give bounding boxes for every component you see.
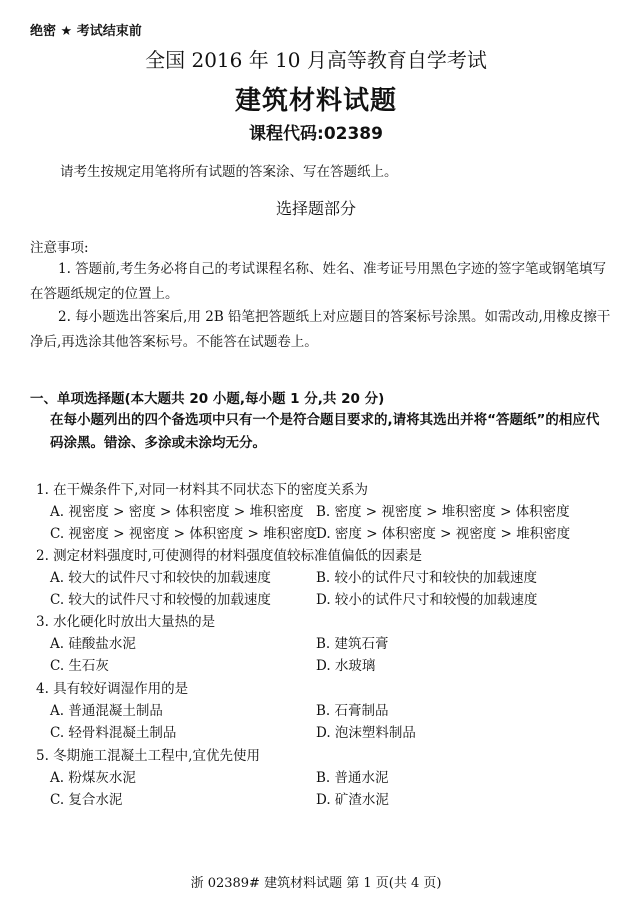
- question-option: C. 轻骨料混凝土制品: [50, 725, 177, 741]
- question-stem: 5. 冬期施工混凝土工程中,宜优先使用: [36, 748, 260, 764]
- question-stem: 4. 具有较好调湿作用的是: [36, 681, 189, 697]
- question-option: B. 密度 > 视密度 > 堆积密度 > 体积密度: [316, 504, 570, 520]
- question-option: D. 矿渣水泥: [316, 792, 389, 808]
- question-option: B. 建筑石膏: [316, 636, 389, 652]
- question-option: A. 普通混凝土制品: [50, 703, 163, 719]
- part-heading: 一、单项选择题(本大题共 20 小题,每小题 1 分,共 20 分): [30, 391, 385, 407]
- question-option: C. 较大的试件尺寸和较慢的加载速度: [50, 592, 271, 608]
- question-option: C. 视密度 > 视密度 > 体积密度 > 堆积密度: [50, 526, 318, 542]
- answer-instruction: 请考生按规定用笔将所有试题的答案涂、写在答题纸上。: [60, 164, 398, 180]
- question-stem: 2. 测定材料强度时,可使测得的材料强度值较标准值偏低的因素是: [36, 548, 422, 564]
- part-description: 在每小题列出的四个备选项中只有一个是符合题目要求的,请将其选出并将“答题纸”的相应代码涂黑。错涂、多涂或未涂均无分。: [50, 412, 600, 451]
- section-title: 选择题部分: [275, 199, 356, 218]
- note-item: 2. 每小题选出答案后,用 2B 铅笔把答题纸上对应题目的答案标号涂黑。如需改动,用橡皮擦干净后,再选涂其他答案标号。不能答在试题卷上。: [30, 309, 611, 350]
- question-option: C. 生石灰: [50, 658, 109, 674]
- question-option: C. 复合水泥: [50, 792, 123, 808]
- question-option: A. 硅酸盐水泥: [50, 636, 136, 652]
- secret-label: 绝密 ★ 考试结束前: [30, 24, 142, 39]
- paper-title: 建筑材料试题: [234, 86, 397, 116]
- question-option: D. 水玻璃: [316, 658, 376, 674]
- question-option: B. 较小的试件尺寸和较快的加载速度: [316, 570, 538, 586]
- question-option: B. 普通水泥: [316, 770, 389, 786]
- question-option: D. 泡沫塑料制品: [316, 725, 416, 741]
- question-option: A. 较大的试件尺寸和较快的加载速度: [50, 570, 271, 586]
- exam-title: 全国 2016 年 10 月高等教育自学考试: [145, 48, 487, 72]
- question-option: D. 较小的试件尺寸和较慢的加载速度: [316, 592, 538, 608]
- question-option: A. 粉煤灰水泥: [50, 770, 136, 786]
- course-code: 课程代码:02389: [249, 124, 383, 144]
- page-footer: 浙 02389# 建筑材料试题 第 1 页(共 4 页): [190, 876, 442, 891]
- question-stem: 3. 水化硬化时放出大量热的是: [36, 614, 216, 630]
- notes-heading: 注意事项:: [30, 240, 89, 256]
- question-option: D. 密度 > 体积密度 > 视密度 > 堆积密度: [316, 526, 571, 542]
- question-option: A. 视密度 > 密度 > 体积密度 > 堆积密度: [50, 504, 304, 520]
- question-option: B. 石膏制品: [316, 703, 389, 719]
- note-item: 1. 答题前,考生务必将自己的考试课程名称、姓名、准考证号用黑色字迹的签字笔或钢笔填写在答题纸规定的位置上。: [30, 261, 606, 302]
- question-stem: 1. 在干燥条件下,对同一材料其不同状态下的密度关系为: [36, 482, 368, 498]
